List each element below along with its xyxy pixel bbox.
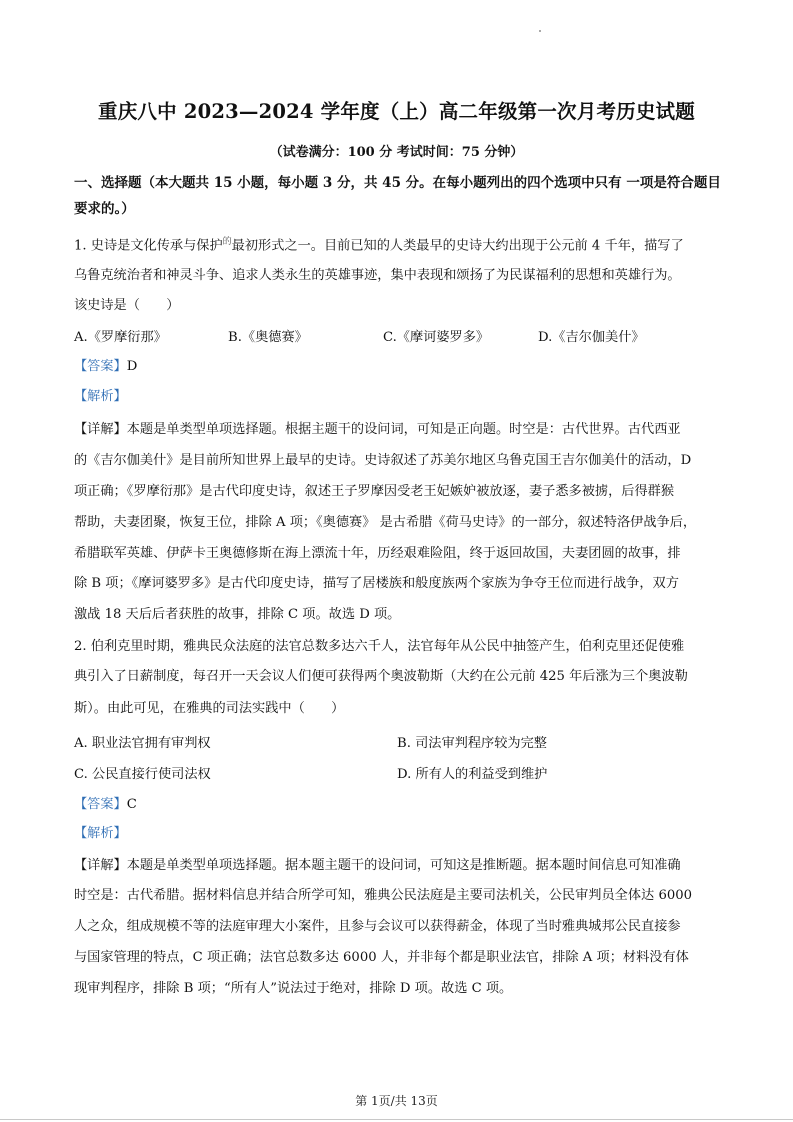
q1-stem-mark: 的 xyxy=(222,237,232,247)
q2-detail-line1 xyxy=(74,856,681,876)
q1-stem-text-2: 最初形式之一。目前已知的人类最早的史诗大约出现于公元前 4 千年，描写了 xyxy=(231,238,684,254)
page-bottom-rule xyxy=(0,1119,793,1120)
q1-detail-line3: 项正确；《罗摩衍那》是古代印度史诗，叙述王子罗摩因受老王妃嫉妒被放逐，妻子悉多被掳，后得群猴 xyxy=(74,484,675,499)
q1-option-b: B.《奥德赛》 xyxy=(228,330,308,345)
q2-detail-text: 本题是单类型单项选择题。据本题主题干的设问词，可知这是推断题。据本题时间信息可知准确 xyxy=(126,858,681,873)
q2-answer-tag: 【答案】 xyxy=(74,797,127,812)
q2-option-b: B. 司法审判程序较为完整 xyxy=(397,736,547,751)
q1-stem-line3: 该史诗是（ ） xyxy=(74,298,180,313)
q2-answer xyxy=(74,795,137,815)
q1-detail-tag: 【详解】 xyxy=(74,422,127,437)
q1-detail-line6: 除 B 项；《摩诃婆罗多》是古代印度史诗，描写了居楼族和般度族两个家族为争夺王位而进行战争，双方 xyxy=(74,576,679,591)
q2-option-d: D. 所有人的利益受到维护 xyxy=(397,767,548,782)
exam-info: （试卷满分：100 分 考试时间：75 分钟） xyxy=(269,145,524,160)
q1-detail-line7: 激战 18 天后后者获胜的故事，排除 C 项。故选 D 项。 xyxy=(74,607,401,622)
q1-answer-tag: 【答案】 xyxy=(74,359,127,374)
q1-detail-text: 本题是单类型单项选择题。根据主题干的设问词，可知是正向题。时空是：古代世界。古代西亚 xyxy=(126,422,681,437)
q1-stem-line2: 乌鲁克统治者和神灵斗争、追求人类永生的英雄事迹，集中表现和颂扬了为民谋福利的思想和英雄行为。 xyxy=(74,268,681,283)
q1-option-d: D.《吉尔伽美什》 xyxy=(538,330,645,345)
section-heading-line2: 要求的。） xyxy=(74,201,135,217)
q2-stem-line2: 典引入了日薪制度，每召开一天会议人们便可获得两个奥波勒斯（大约在公元前 425 年后涨为三个奥波勒 xyxy=(74,669,688,684)
q2-stem-line1: 2. 伯利克里时期，雅典民众法庭的法官总数多达六千人，法官每年从公民中抽签产生，伯利克里还促使雅 xyxy=(74,639,685,654)
q1-option-c: C.《摩诃婆罗多》 xyxy=(383,330,490,345)
q1-detail-line5: 希腊联军英雄、伊萨卡王奥德修斯在海上漂流十年，历经艰难险阻，终于返回故国，夫妻团圆的故事，排 xyxy=(74,546,681,561)
q2-detail-line4: 与国家管理的特点，C 项正确；法官总数多达 6000 人，并非每个都是职业法官，排除 A 项；材料没有体 xyxy=(74,950,689,965)
q1-stem-text: 1. 史诗是文化传承与保护 xyxy=(74,238,223,254)
q1-detail-line2: 的《吉尔伽美什》是目前所知世界上最早的史诗。史诗叙述了苏美尔地区乌鲁克国王吉尔伽美什的活动，D xyxy=(74,453,692,468)
q1-stem-line1 xyxy=(74,232,684,256)
section-heading xyxy=(74,170,724,222)
scan-dot xyxy=(539,30,541,32)
q2-answer-value: C xyxy=(126,797,137,812)
q1-detail-line4: 帮助，夫妻团聚，恢复王位，排除 A 项；《奥德赛》 是古希腊《荷马史诗》的一部分，叙述特洛伊战争后， xyxy=(74,515,697,530)
q2-analysis-tag: 【解析】 xyxy=(74,826,127,841)
q1-option-a: A.《罗摩衍那》 xyxy=(74,330,167,345)
q2-detail-tag: 【详解】 xyxy=(74,858,127,873)
q1-answer xyxy=(74,357,137,377)
section-heading-line1: 一、选择题（本大题共 15 小题，每小题 3 分，共 45 分。在每小题列出的四个选项中只有 一项是符合题目 xyxy=(74,175,721,191)
q1-detail-line1 xyxy=(74,420,681,440)
q1-analysis-tag: 【解析】 xyxy=(74,389,127,404)
q2-option-a: A. 职业法官拥有审判权 xyxy=(74,736,211,751)
q2-detail-line5: 现审判程序，排除 B 项；“所有人”说法过于绝对，排除 D 项。故选 C 项。 xyxy=(74,981,513,996)
q1-answer-value: D xyxy=(126,359,138,374)
q2-option-c: C. 公民直接行使司法权 xyxy=(74,767,211,782)
page-number: 第 1页/共 13页 xyxy=(355,1094,438,1108)
q2-detail-line3: 人之众，组成规模不等的法庭审理大小案件，且参与会议可以获得薪金，体现了当时雅典城邦公民直接参 xyxy=(74,919,681,934)
page-title: 重庆八中 2023—2024 学年度（上）高二年级第一次月考历史试题 xyxy=(98,100,695,123)
q2-stem-line3: 斯）。由此可见，在雅典的司法实践中（ ） xyxy=(74,701,345,716)
q2-detail-line2: 时空是：古代希腊。据材料信息并结合所学可知，雅典公民法庭是主要司法机关，公民审判员全体达 6000 xyxy=(74,888,692,903)
